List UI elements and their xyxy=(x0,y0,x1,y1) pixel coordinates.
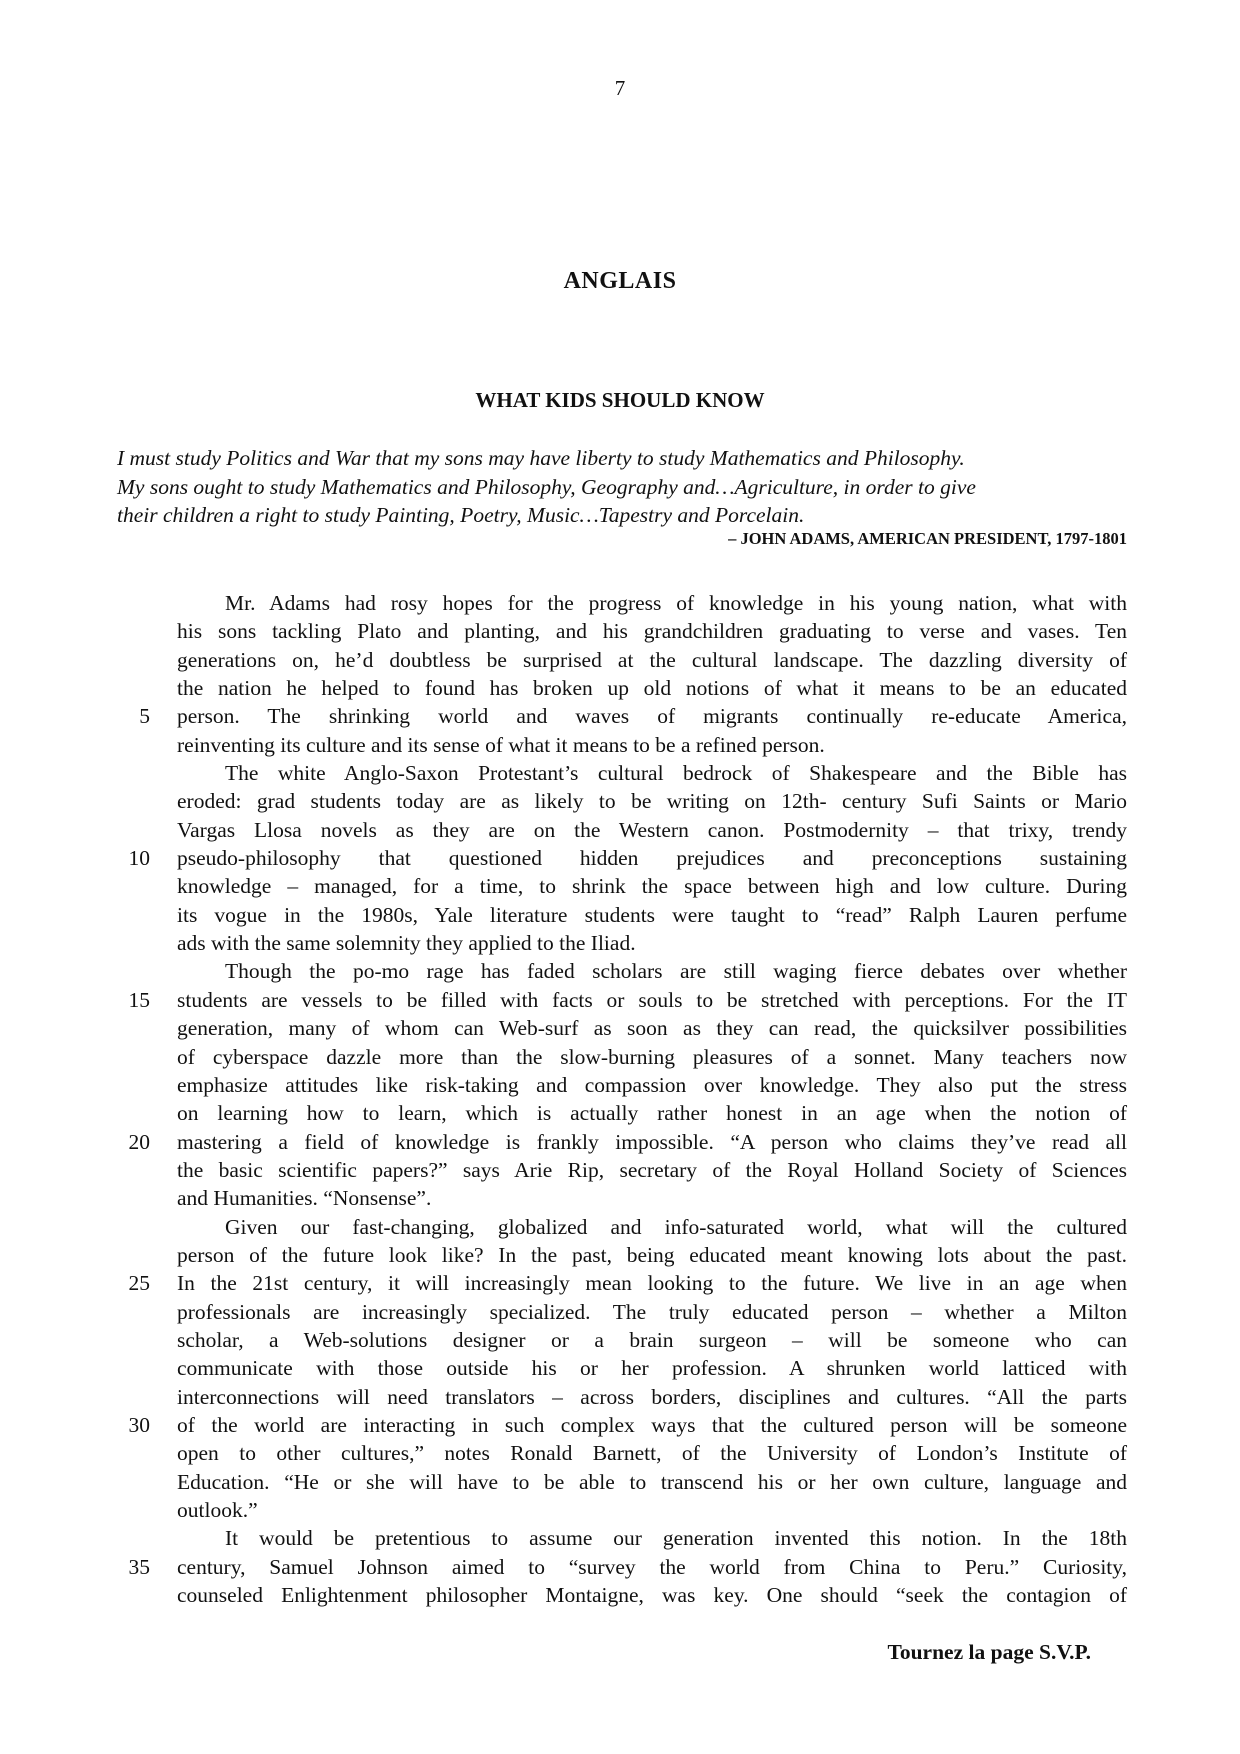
body-line: the nation he helped to found has broken up old notions of what it means to be an educated xyxy=(177,676,1127,701)
line-number: 20 xyxy=(128,1129,150,1154)
subject-heading: ANGLAIS xyxy=(563,268,677,294)
body-line: reinventing its culture and its sense of what it means to be a refined person. xyxy=(177,732,825,757)
body-line: Mr. Adams had rosy hopes for the progress of knowledge in his young nation, what with xyxy=(225,591,1127,615)
body-line: eroded: grad students today are as likely to be writing on 12th- century Sufi Saints or Mario xyxy=(177,789,1127,814)
body-line: communicate with those outside his or her profession. A shrunken world latticed with xyxy=(177,1356,1127,1381)
body-line: century, Samuel Johnson aimed to “survey the world from China to Peru.” Curiosity, xyxy=(177,1554,1127,1579)
body-line: his sons tackling Plato and planting, and his grandchildren graduating to verse and vases. Ten xyxy=(177,619,1127,644)
body-line: outlook.” xyxy=(177,1498,258,1522)
body-line: Vargas Llosa novels as they are on the Western canon. Postmodernity – that trixy, trendy xyxy=(177,817,1127,842)
body-line: knowledge – managed, for a time, to shrink the space between high and low culture. During xyxy=(177,874,1127,899)
body-line: person. The shrinking world and waves of migrants continually re-educate America, xyxy=(177,704,1127,729)
body-line: of the world are interacting in such complex ways that the cultured person will be someone xyxy=(177,1412,1127,1437)
body-line: person of the future look like? In the past, being educated meant knowing lots about the past. xyxy=(177,1242,1127,1267)
body-line: professionals are increasingly specialized. The truly educated person – whether a Milton xyxy=(177,1299,1127,1324)
body-line: generation, many of whom can Web-surf as soon as they can read, the quicksilver possibilities xyxy=(177,1016,1127,1041)
body-line: interconnections will need translators – across borders, disciplines and cultures. “All the parts xyxy=(177,1384,1127,1409)
line-number: 35 xyxy=(128,1554,150,1579)
epigraph xyxy=(117,444,1127,530)
body-line: Education. “He or she will have to be able to transcend his or her own culture, language and xyxy=(177,1469,1127,1494)
body-line: emphasize attitudes like risk-taking and compassion over knowledge. They also put the stress xyxy=(177,1072,1127,1097)
body-line: ads with the same solemnity they applied to the Iliad. xyxy=(177,931,636,956)
line-number: 15 xyxy=(128,987,150,1012)
article-title: WHAT KIDS SHOULD KNOW xyxy=(475,388,765,412)
article-body xyxy=(177,589,1127,1609)
body-line: Given our fast-changing, globalized and info-saturated world, what will the cultured xyxy=(225,1214,1127,1239)
body-line: on learning how to learn, which is actually rather honest in an age when the notion of xyxy=(177,1101,1127,1126)
line-number: 30 xyxy=(128,1413,150,1438)
epigraph-line: My sons ought to study Mathematics and Philosophy, Geography and…Agriculture, in order to give xyxy=(117,474,976,499)
body-line: mastering a field of knowledge is frankly impossible. “A person who claims they’ve read all xyxy=(177,1129,1127,1154)
body-line: scholar, a Web-solutions designer or a brain surgeon – will be someone who can xyxy=(177,1327,1127,1352)
body-line: It would be pretentious to assume our generation invented this notion. In the 18th xyxy=(225,1526,1127,1551)
line-number: 10 xyxy=(128,846,150,871)
page-number: 7 xyxy=(614,76,626,100)
body-line: of cyberspace dazzle more than the slow-burning pleasures of a sonnet. Many teachers now xyxy=(177,1044,1127,1069)
turn-page-note: Tournez la page S.V.P. xyxy=(887,1640,1091,1664)
body-line: counseled Enlightenment philosopher Montaigne, was key. One should “seek the contagion of xyxy=(177,1583,1127,1608)
body-line: pseudo-philosophy that questioned hidden prejudices and preconceptions sustaining xyxy=(177,846,1127,871)
body-line: the basic scientific papers?” says Arie Rip, secretary of the Royal Holland Society of Sciences xyxy=(177,1157,1127,1182)
epigraph-line: I must study Politics and War that my sons may have liberty to study Mathematics and Philosophy. xyxy=(117,446,965,470)
body-line: generations on, he’d doubtless be surprised at the cultural landscape. The dazzling diversity of xyxy=(177,647,1127,672)
line-number: 5 xyxy=(139,704,150,729)
body-line: students are vessels to be filled with facts or souls to be stretched with perceptions. For the IT xyxy=(177,987,1127,1012)
body-line: and Humanities. “Nonsense”. xyxy=(177,1186,432,1211)
body-line: In the 21st century, it will increasingly mean looking to the future. We live in an age when xyxy=(177,1271,1127,1296)
epigraph-attribution: – JOHN ADAMS, AMERICAN PRESIDENT, 1797-1801 xyxy=(728,529,1127,548)
body-line: open to other cultures,” notes Ronald Barnett, of the University of London’s Institute of xyxy=(177,1441,1127,1466)
body-line: Though the po-mo rage has faded scholars are still waging fierce debates over whether xyxy=(225,959,1127,984)
epigraph-line: their children a right to study Painting, Poetry, Music…Tapestry and Porcelain. xyxy=(117,503,805,527)
body-line: its vogue in the 1980s, Yale literature students were taught to “read” Ralph Lauren perfume xyxy=(177,902,1127,927)
line-number: 25 xyxy=(128,1271,150,1296)
body-line: The white Anglo-Saxon Protestant’s cultural bedrock of Shakespeare and the Bible has xyxy=(225,761,1127,786)
